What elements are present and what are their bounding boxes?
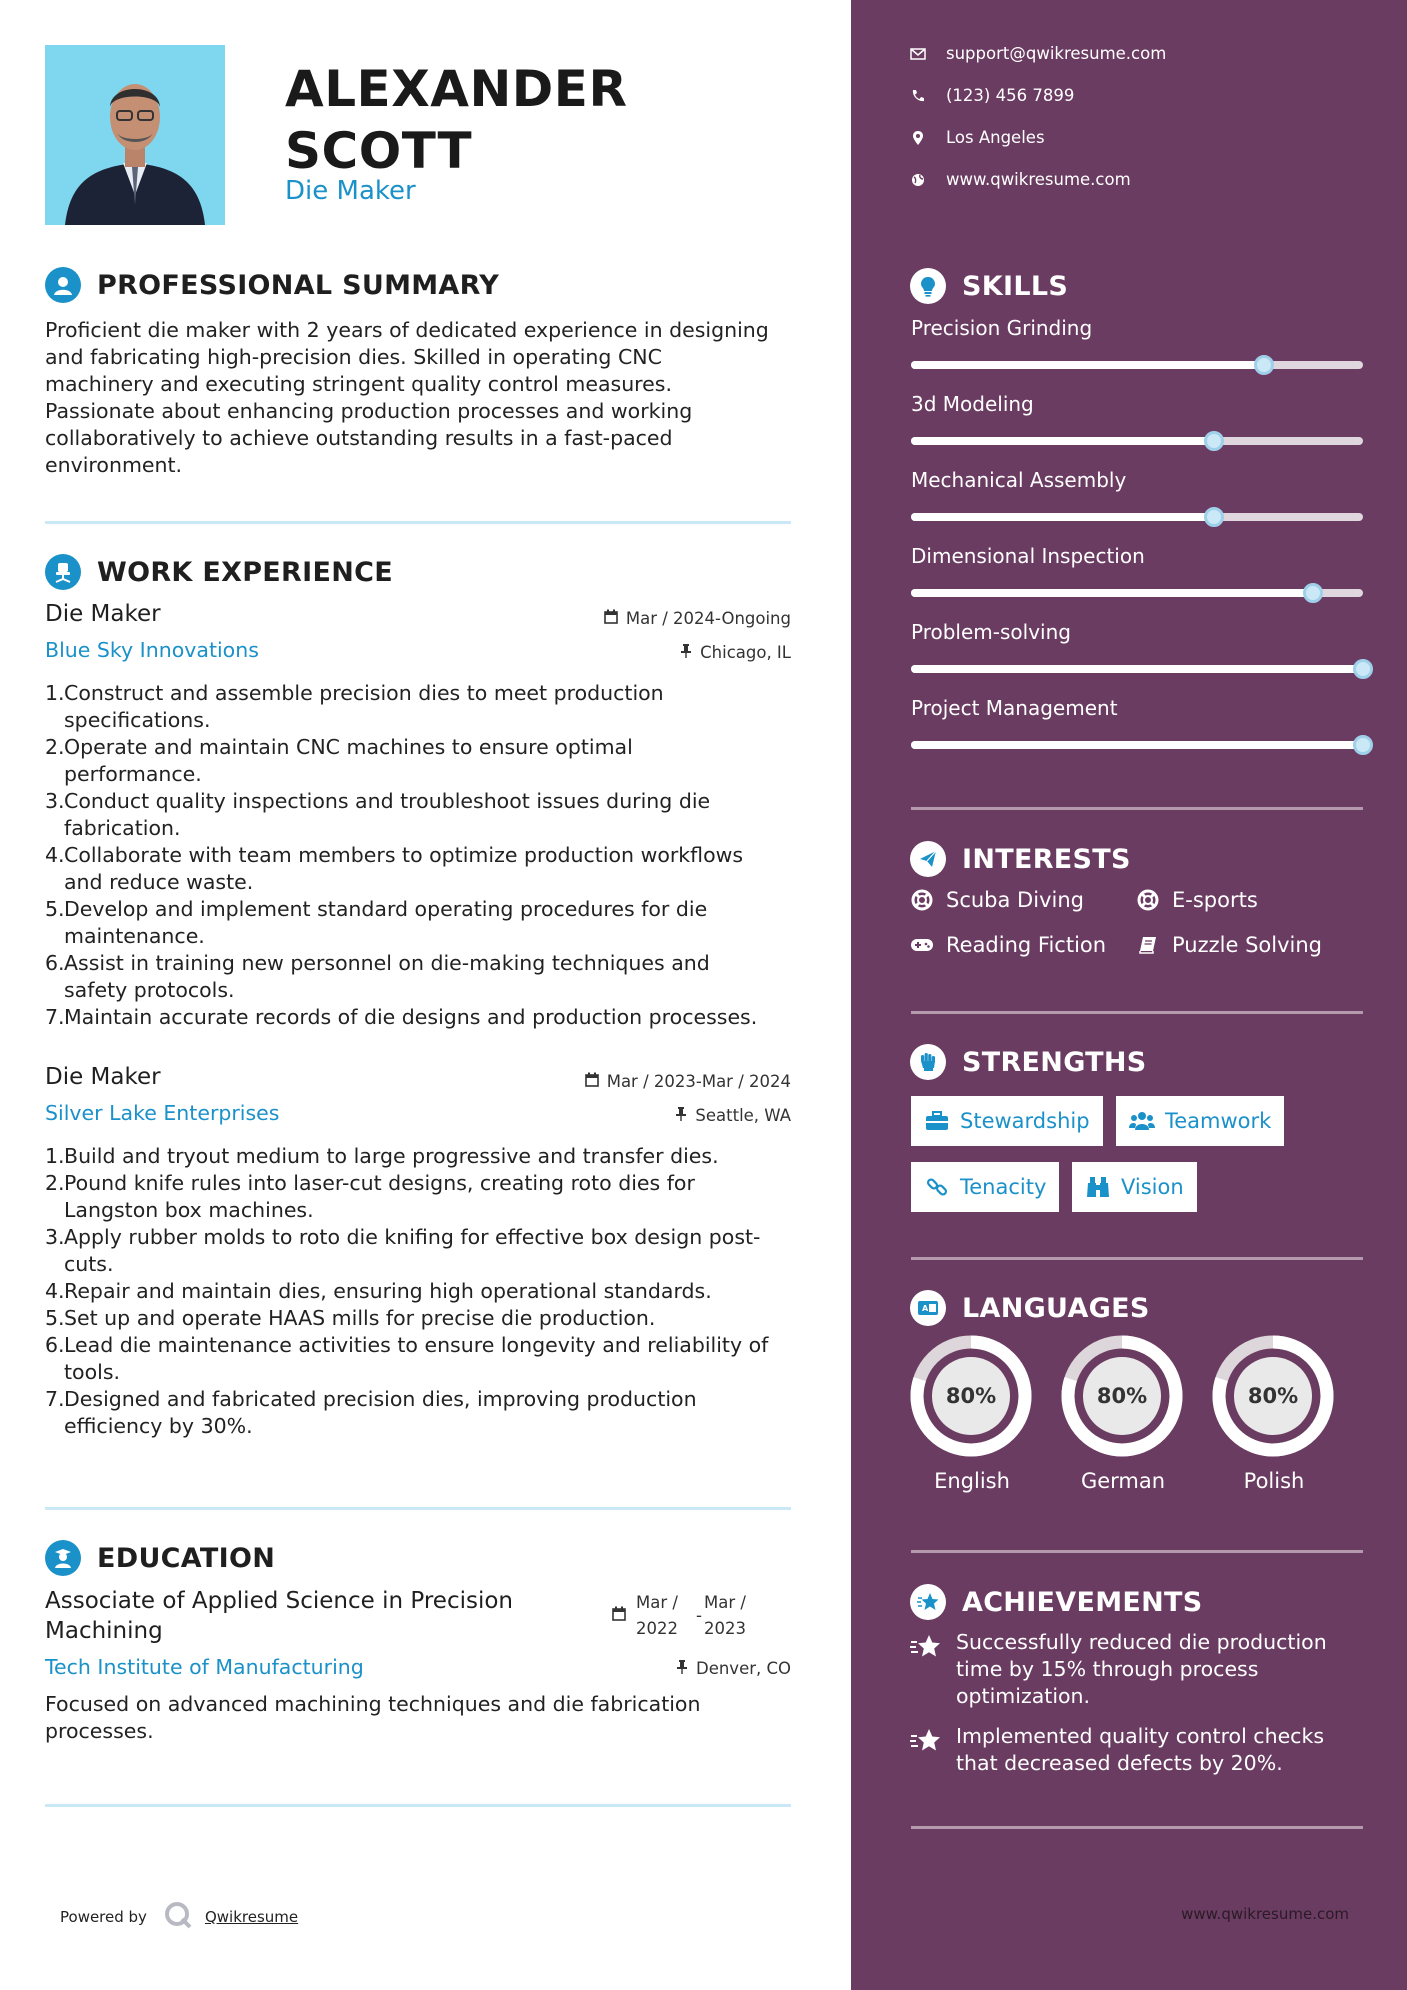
education-title: EDUCATION — [97, 1542, 276, 1574]
list-item: 6. Assist in training new personnel on die-making techniques and safety protocols. — [45, 951, 710, 1002]
pin-icon — [680, 643, 692, 662]
website-text[interactable]: www.qwikresume.com — [946, 170, 1131, 189]
skill-label: Mechanical Assembly — [911, 468, 1127, 492]
list-item: 1. Construct and assemble precision dies to meet production specifications. — [45, 681, 664, 732]
school-name: Tech Institute of Manufacturing — [45, 1655, 364, 1679]
list-item: 3. Apply rubber molds to roto die knifing for effective box design post- cuts. — [45, 1225, 761, 1276]
job-duties — [45, 1143, 805, 1440]
paper-plane-icon — [910, 841, 946, 877]
skill-bar-fill — [911, 361, 1264, 369]
interests-title: INTERESTS — [962, 843, 1131, 875]
summary-title: PROFESSIONAL SUMMARY — [97, 269, 500, 301]
job-location — [675, 1106, 791, 1125]
skill-bar-fill — [911, 513, 1214, 521]
school-location — [676, 1659, 791, 1678]
list-item: 2. Pound knife rules into laser-cut designs, creating roto dies for Langston box machines. — [45, 1171, 695, 1222]
contact-location — [910, 128, 1045, 147]
skill-bar — [911, 361, 1363, 369]
languages-title: LANGUAGES — [962, 1292, 1150, 1324]
users-icon — [1129, 1108, 1155, 1134]
interest-item — [1136, 888, 1258, 912]
star-badge-icon — [910, 1584, 946, 1620]
language-name: Polish — [1243, 1469, 1305, 1493]
degree-line: Associate of Applied Science in Precision — [45, 1588, 514, 1614]
interest-item — [1136, 933, 1322, 957]
job-title: Die Maker — [45, 601, 161, 627]
section-divider — [45, 1804, 791, 1807]
date-separator: - — [696, 1606, 702, 1625]
degree-line: Machining — [45, 1618, 163, 1644]
achievements-title: ACHIEVEMENTS — [962, 1586, 1203, 1618]
candidate-name — [285, 58, 627, 182]
office-chair-icon — [45, 554, 81, 590]
contact-email — [910, 44, 1166, 63]
section-divider — [911, 1826, 1363, 1829]
interest-item — [910, 888, 1084, 912]
degree-title — [45, 1586, 513, 1646]
school-location-text: Denver, CO — [695, 1659, 791, 1678]
strength-label: Teamwork — [1165, 1109, 1272, 1133]
svg-text:A: A — [922, 1304, 929, 1313]
job-dates-text: Mar / 2024-Ongoing — [625, 609, 791, 628]
job-location — [680, 643, 791, 662]
list-item: 6. Lead die maintenance activities to ensure longevity and reliability of tools. — [45, 1333, 769, 1384]
link-icon — [924, 1174, 950, 1200]
list-item: 3. Conduct quality inspections and troubleshoot issues during die fabrication. — [45, 789, 711, 840]
skill-level-knob — [1353, 735, 1373, 755]
language-percent: 80% — [945, 1384, 997, 1408]
powered-by — [60, 1900, 298, 1934]
strength-chip — [911, 1162, 1059, 1212]
strength-label: Vision — [1121, 1175, 1184, 1199]
gamepad-icon — [910, 933, 934, 957]
list-item: 2. Operate and maintain CNC machines to ensure optimal performance. — [45, 735, 633, 786]
skill-bar — [911, 741, 1363, 749]
achievement-text: Successfully reduced die production time by 15% through process optimization. — [956, 1630, 1327, 1708]
skill-level-knob — [1204, 431, 1224, 451]
education-dates — [612, 1590, 756, 1642]
job-title: Die Maker — [45, 1064, 161, 1090]
interest-label: Reading Fiction — [946, 933, 1107, 957]
job-duties — [45, 680, 805, 1031]
section-divider — [911, 1011, 1363, 1014]
skill-level-knob — [1204, 507, 1224, 527]
candidate-role: Die Maker — [285, 176, 416, 206]
skill-label: Problem-solving — [911, 620, 1071, 644]
job-company: Silver Lake Enterprises — [45, 1101, 280, 1125]
skill-label: Precision Grinding — [911, 316, 1093, 340]
translate-icon — [910, 1290, 946, 1326]
achievement-item — [910, 1723, 1324, 1777]
contact-website — [910, 170, 1131, 189]
skills-heading — [910, 268, 1068, 304]
skill-bar — [911, 513, 1363, 521]
skill-bar-fill — [911, 741, 1363, 749]
summary-heading — [45, 267, 499, 303]
education-description: Focused on advanced machining techniques and die fabrication processes. — [45, 1692, 701, 1743]
binoculars-icon — [1085, 1174, 1111, 1200]
language-name: English — [934, 1469, 1010, 1493]
section-divider — [45, 1507, 791, 1510]
section-divider — [45, 521, 791, 524]
achievement-item — [910, 1629, 1327, 1710]
lightbulb-icon — [910, 268, 946, 304]
work-title: WORK EXPERIENCE — [97, 556, 393, 588]
skill-bar-fill — [911, 437, 1214, 445]
language-item — [910, 1335, 1034, 1493]
list-item: 5. Set up and operate HAAS mills for precise die production. — [45, 1306, 656, 1330]
list-item: 1. Build and tryout medium to large progressive and transfer dies. — [45, 1144, 719, 1168]
strength-chip — [1072, 1162, 1197, 1212]
calendar-icon — [585, 1072, 599, 1091]
phone-icon — [910, 88, 926, 104]
list-item: 5. Develop and implement standard operating procedures for die maintenance. — [45, 897, 708, 948]
skills-title: SKILLS — [962, 270, 1069, 302]
language-item — [1061, 1335, 1185, 1493]
interest-label: Scuba Diving — [946, 888, 1084, 912]
summary-line: Passionate about enhancing production processes and working — [45, 399, 693, 423]
qwikresume-logo-icon — [163, 1900, 193, 1934]
location-text: Los Angeles — [946, 128, 1045, 147]
language-name: German — [1080, 1469, 1166, 1493]
user-icon — [45, 267, 81, 303]
interests-heading — [910, 841, 1131, 877]
summary-text — [45, 317, 795, 479]
skill-label: 3d Modeling — [911, 392, 1034, 416]
name-line-2: SCOTT — [285, 122, 473, 180]
start-date: Mar / 2022 — [636, 1593, 678, 1638]
pin-icon — [676, 1659, 688, 1678]
job-location-text: Seattle, WA — [695, 1106, 791, 1125]
list-item: 7. Designed and fabricated precision dies, improving production efficiency by 30%. — [45, 1387, 697, 1438]
strengths-heading — [910, 1044, 1147, 1080]
languages-heading — [910, 1290, 1150, 1326]
powered-by-label: Powered by — [60, 1908, 147, 1926]
envelope-icon — [910, 46, 926, 62]
job-dates — [604, 609, 791, 628]
job-company: Blue Sky Innovations — [45, 638, 259, 662]
strengths-title: STRENGTHS — [962, 1046, 1147, 1078]
list-item: 7. Maintain accurate records of die designs and production processes. — [45, 1005, 758, 1029]
interest-label: E-sports — [1172, 888, 1258, 912]
skill-level-knob — [1254, 355, 1274, 375]
achievements-heading — [910, 1584, 1203, 1620]
skill-label: Dimensional Inspection — [911, 544, 1145, 568]
calendar-icon — [612, 1603, 626, 1629]
book-icon — [1136, 933, 1160, 957]
life-ring-icon — [910, 888, 934, 912]
summary-line: environment. — [45, 453, 183, 477]
pin-icon — [675, 1106, 687, 1125]
strength-label: Stewardship — [960, 1109, 1090, 1133]
summary-line: Proficient die maker with 2 years of dedicated experience in designing — [45, 318, 769, 342]
globe-icon — [910, 172, 926, 188]
section-divider — [911, 1550, 1363, 1553]
briefcase-icon — [924, 1108, 950, 1134]
list-item: 4. Repair and maintain dies, ensuring high operational standards. — [45, 1279, 712, 1303]
name-line-1: ALEXANDER — [285, 60, 628, 118]
job-dates-text: Mar / 2023-Mar / 2024 — [606, 1072, 791, 1091]
life-ring-icon — [1136, 888, 1160, 912]
end-date: Mar / 2023 — [703, 1593, 746, 1638]
achievement-text: Implemented quality control checks that decreased defects by 20%. — [956, 1724, 1325, 1775]
profile-photo — [45, 45, 225, 225]
strength-label: Tenacity — [960, 1175, 1047, 1199]
language-item — [1212, 1335, 1336, 1493]
phone-text: (123) 456 7899 — [946, 86, 1075, 105]
section-divider — [911, 807, 1363, 810]
job-dates — [585, 1072, 791, 1091]
language-percent: 80% — [1096, 1384, 1148, 1408]
summary-line: machinery and executing stringent quality control measures. — [45, 372, 672, 396]
section-divider — [911, 1257, 1363, 1260]
strength-chip — [911, 1096, 1103, 1146]
skill-level-knob — [1353, 659, 1373, 679]
education-heading — [45, 1540, 275, 1576]
job-location-text: Chicago, IL — [700, 643, 791, 662]
summary-line: and fabricating high-precision dies. Skilled in operating CNC — [45, 345, 662, 369]
strength-chip — [1116, 1096, 1284, 1146]
work-heading — [45, 554, 393, 590]
interest-item — [910, 933, 1106, 957]
contact-phone — [910, 86, 1074, 105]
star-badge-icon — [910, 1629, 946, 1710]
email-text[interactable]: support@qwikresume.com — [946, 44, 1167, 63]
interest-label: Puzzle Solving — [1172, 933, 1322, 957]
skill-bar — [911, 665, 1363, 673]
list-item: 4. Collaborate with team members to optimize production workflows and reduce waste. — [45, 843, 744, 894]
qwikresume-link[interactable]: Qwikresume — [204, 1908, 299, 1926]
footer-website[interactable]: www.qwikresume.com — [1181, 1905, 1349, 1923]
language-percent: 80% — [1247, 1384, 1299, 1408]
skill-bar-fill — [911, 589, 1313, 597]
calendar-icon — [604, 609, 618, 628]
skill-bar — [911, 437, 1363, 445]
star-badge-icon — [910, 1723, 946, 1777]
skill-bar-fill — [911, 665, 1363, 673]
skill-label: Project Management — [911, 696, 1118, 720]
summary-line: collaboratively to achieve outstanding results in a fast-paced — [45, 426, 673, 450]
fist-icon — [910, 1044, 946, 1080]
graduate-icon — [45, 1540, 81, 1576]
skill-bar — [911, 589, 1363, 597]
map-marker-icon — [910, 130, 926, 146]
